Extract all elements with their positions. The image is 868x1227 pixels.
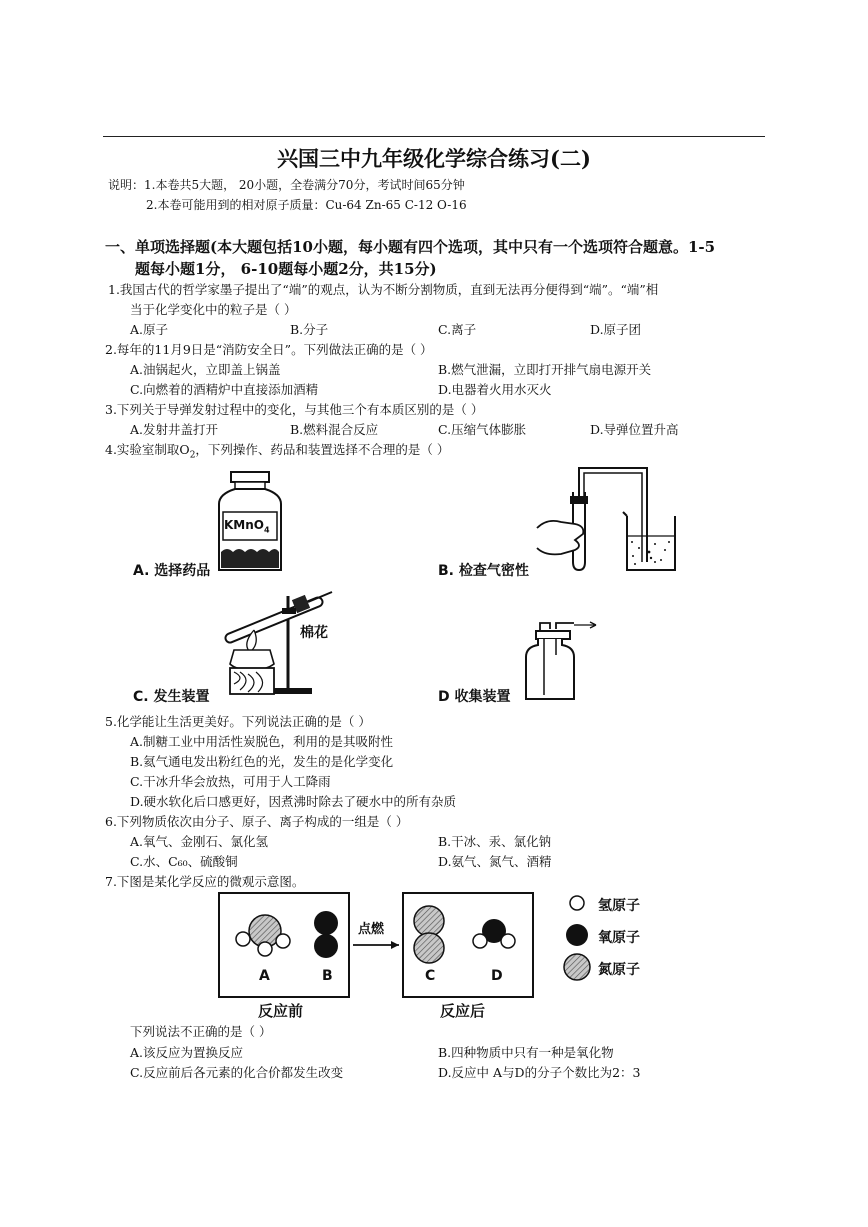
q1-stem-line-1: 1.我国古代的哲学家墨子提出了“端”的观点，认为不断分割物质，直到无法再分便得到“端”。“端”相 — [108, 282, 659, 297]
q4-caption-a: A. 选择药品 — [133, 563, 211, 579]
q7-option-c: C.反应前后各元素的化合价都发生改变 — [130, 1065, 344, 1080]
q7-option-b: B.四种物质中只有一种是氧化物 — [438, 1045, 614, 1060]
section-heading-line-2: 题每小题1分， 6-10题每小题2分，共15分) — [135, 260, 437, 278]
q3-stem: 3.下列关于导弹发射过程中的变化，与其他三个有本质区别的是（ ） — [105, 402, 484, 417]
q5-option-d: D.硬水软化后口感更好，因煮沸时除去了硬水中的所有杂质 — [130, 794, 457, 809]
legend-oxygen: 氧原子 — [598, 930, 640, 946]
q3-option-c: C.压缩气体膨胀 — [438, 422, 527, 437]
before-label: 反应前 — [258, 1002, 304, 1020]
nitrogen-legend-icon — [564, 954, 590, 980]
q5-option-c: C.干冰升华会放热，可用于人工降雨 — [130, 774, 331, 789]
q4-caption-d: D 收集装置 — [438, 689, 511, 705]
q4-stem: 4.实验室制取$O_2$，下列操作、药品和装置选择不合理的是（ ） — [105, 442, 450, 461]
q6-option-b: B.干冰、汞、氯化钠 — [438, 834, 552, 849]
q7-option-a: A.该反应为置换反应 — [130, 1045, 244, 1060]
q1-option-c: C.离子 — [438, 322, 477, 337]
airtight-check-figure — [535, 462, 685, 577]
q1-option-a: A.原子 — [130, 322, 169, 337]
q2-option-d: D.电器着火用水灭火 — [438, 382, 552, 397]
q2-stem: 2.每年的11月9日是“消防安全日”。下列做法正确的是（ ） — [105, 342, 433, 357]
q4-caption-b: B. 检查气密性 — [438, 563, 529, 579]
q2-option-a: A.油锅起火，立即盖上锅盖 — [130, 362, 281, 377]
hydrogen-legend-icon — [570, 896, 584, 910]
q6-option-d: D.氨气、氮气、酒精 — [438, 854, 552, 869]
q5-option-a: A.制糖工业中用活性炭脱色，利用的是其吸附性 — [130, 734, 394, 749]
cotton-label: 棉花 — [300, 625, 328, 641]
q1-option-b: B.分子 — [290, 322, 329, 337]
after-label: 反应后 — [440, 1002, 486, 1020]
q1-option-d: D.原子团 — [590, 322, 642, 337]
page-title: 兴国三中九年级化学综合练习(二) — [277, 146, 591, 171]
legend-nitrogen: 氮原子 — [598, 962, 640, 978]
q3-option-d: D.导弹位置升高 — [590, 422, 679, 437]
q5-stem: 5.化学能让生活更美好。下列说法正确的是（ ） — [105, 714, 371, 729]
q1-stem-line-2: 当于化学变化中的粒子是（ ） — [130, 302, 297, 317]
generation-apparatus-figure — [210, 588, 335, 698]
arrow-label: 点燃 — [358, 922, 385, 937]
top-rule — [103, 136, 765, 137]
q4-caption-c: C. 发生装置 — [133, 689, 210, 705]
q3-option-a: A.发射井盖打开 — [130, 422, 219, 437]
q2-option-b: B.燃气泄漏，立即打开排气扇电源开关 — [438, 362, 652, 377]
q6-option-a: A.氧气、金刚石、氯化氢 — [130, 834, 269, 849]
label-b: B — [322, 968, 333, 984]
label-c: C — [425, 968, 436, 984]
q3-option-b: B.燃料混合反应 — [290, 422, 379, 437]
q6-option-c: C.水、C₆₀、硫酸铜 — [130, 854, 238, 869]
legend-hydrogen: 氢原子 — [598, 898, 640, 914]
note-line-1: 说明：1.本卷共5大题， 20小题，全卷满分70分，考试时间65分钟 — [108, 178, 465, 192]
q7-option-d: D.反应中 A与D的分子个数比为2：3 — [438, 1065, 641, 1080]
q7-stem: 7.下图是某化学反应的微观示意图。 — [105, 874, 305, 889]
collection-apparatus-figure — [520, 615, 600, 703]
label-a: A — [259, 968, 270, 984]
section-heading-line-1: 一、单项选择题(本大题包括10小题，每小题有四个选项，其中只有一个选项符合题意。1-5 — [105, 238, 716, 256]
q2-option-c: C.向燃着的酒精炉中直接添加酒精 — [130, 382, 319, 397]
q7-question: 下列说法不正确的是（ ） — [130, 1024, 272, 1039]
oxygen-legend-icon — [566, 924, 588, 946]
bottle-label: KMnO$_4$ — [224, 518, 270, 535]
q6-stem: 6.下列物质依次由分子、原子、离子构成的一组是（ ） — [105, 814, 409, 829]
note-line-2: 2.本卷可能用到的相对原子质量：Cu-64 Zn-65 C-12 O-16 — [146, 198, 467, 212]
q5-option-b: B.氦气通电发出粉红色的光，发生的是化学变化 — [130, 754, 394, 769]
label-d: D — [491, 968, 503, 984]
